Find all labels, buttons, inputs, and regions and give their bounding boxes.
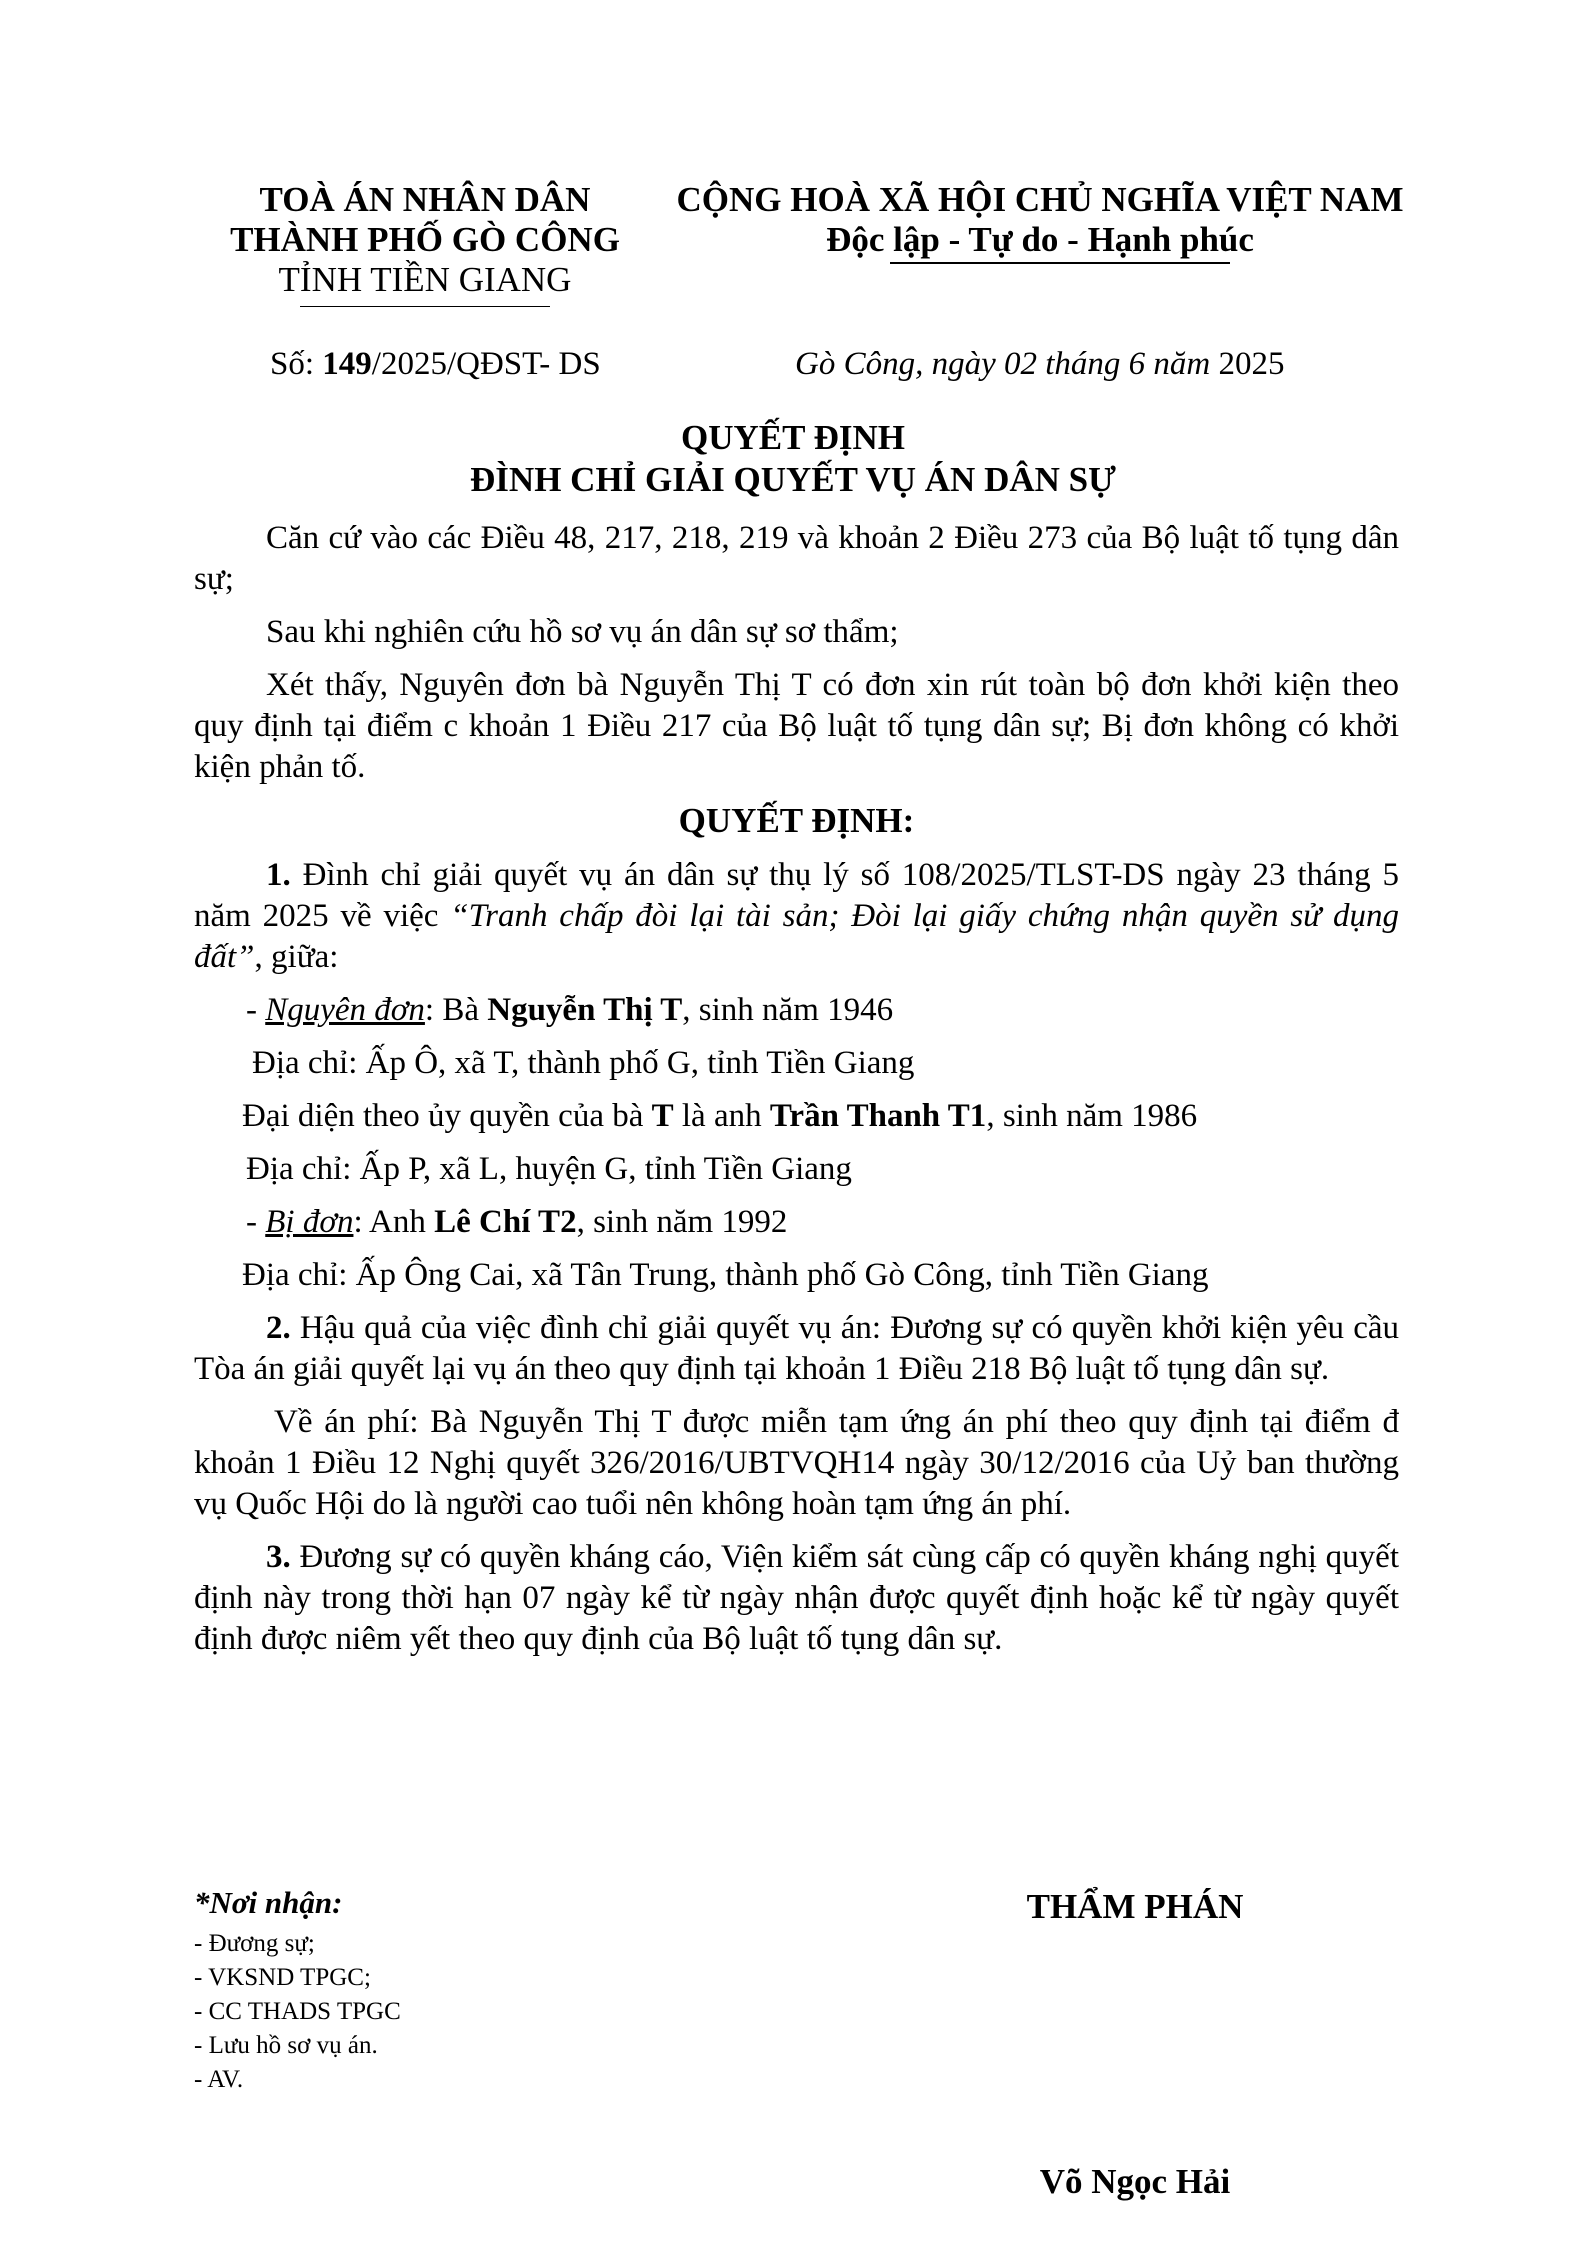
nation-title: CỘNG HOÀ XÃ HỘI CHỦ NGHĨA VIỆT NAM bbox=[676, 180, 1404, 219]
recipient-item: - VKSND TPGC; bbox=[194, 1964, 371, 1991]
representative-address: Địa chỉ: Ấp P, xã L, huyện G, tỉnh Tiền Giang bbox=[246, 1151, 852, 1187]
decision-item-2: 2. Hậu quả của việc đình chỉ giải quyết vụ án: Đương sự có quyền khởi kiện yêu cầu Tòa án giải quyết lại vụ án theo quy định tại khoản 1 Điều 218 Bộ luật tố tụng dân sự. bbox=[194, 1310, 1399, 1387]
plaintiff-line: - Nguyên đơn: Bà Nguyễn Thị T, sinh năm 1946 bbox=[246, 992, 894, 1028]
decision-item-3: 3. Đương sự có quyền kháng cáo, Viện kiểm sát cùng cấp có quyền kháng nghị quyết định này trong thời hạn 07 ngày kể từ ngày nhận được quyết định hoặc kể từ ngày quyết định được niêm yết theo quy định của Bộ luật tố tụng dân sự. bbox=[194, 1539, 1399, 1657]
preamble-paragraph-3: Xét thấy, Nguyên đơn bà Nguyễn Thị T có đơn xin rút toàn bộ đơn khởi kiện theo quy định tại điểm c khoản 1 Điều 217 của Bộ luật tố tụng dân sự; Bị đơn không có khởi kiện phản tố. bbox=[194, 667, 1399, 785]
signature-title: THẨM PHÁN bbox=[1026, 1887, 1244, 1926]
document-number-value: 149 bbox=[322, 346, 372, 382]
defendant-address: Địa chỉ: Ấp Ông Cai, xã Tân Trung, thành phố Gò Công, tỉnh Tiền Giang bbox=[242, 1257, 1209, 1293]
representative-name: Trần Thanh T1 bbox=[769, 1098, 987, 1134]
plaintiff-name: Nguyễn Thị T bbox=[487, 992, 683, 1028]
recipient-item: - Lưu hồ sơ vụ án. bbox=[194, 2032, 378, 2059]
case-subject: “Tranh chấp đòi lại tài sản; Đòi lại giấy chứng nhận quyền sử dụng đất” bbox=[194, 898, 1399, 975]
document-title: QUYẾT ĐỊNH bbox=[681, 418, 905, 457]
national-header bbox=[660, 180, 1420, 260]
representative-line: Đại diện theo ủy quyền của bà T là anh Trần Thanh T1, sinh năm 1986 bbox=[242, 1098, 1198, 1134]
preamble-paragraph-2: Sau khi nghiên cứu hồ sơ vụ án dân sự sơ thẩm; bbox=[266, 614, 899, 650]
document-subtitle: ĐÌNH CHỈ GIẢI QUYẾT VỤ ÁN DÂN SỰ bbox=[470, 460, 1116, 499]
court-divider bbox=[300, 306, 550, 307]
defendant-name: Lê Chí T2 bbox=[434, 1204, 577, 1240]
document-date: Gò Công, ngày 02 tháng 6 năm 2025 bbox=[795, 346, 1285, 382]
court-province: TỈNH TIỀN GIANG bbox=[278, 260, 572, 299]
document-number: Số: 149/2025/QĐST- DS bbox=[270, 346, 601, 382]
recipients-title: *Nơi nhận: bbox=[194, 1885, 343, 1920]
signer-name: Võ Ngọc Hải bbox=[1039, 2162, 1231, 2201]
nation-motto: Độc lập - Tự do - Hạnh phúc bbox=[826, 220, 1254, 259]
court-header bbox=[200, 180, 650, 307]
preamble-paragraph-1: Căn cứ vào các Điều 48, 217, 218, 219 và khoản 2 Điều 273 của Bộ luật tố tụng dân sự; bbox=[194, 520, 1399, 597]
nation-divider bbox=[890, 262, 1230, 264]
court-name-line2: THÀNH PHỐ GÒ CÔNG bbox=[230, 220, 620, 259]
decision-item-1: 1. Đình chỉ giải quyết vụ án dân sự thụ lý số 108/2025/TLST-DS ngày 23 tháng 5 năm 2025 về việc “Tranh chấp đòi lại tài sản; Đòi lại giấy chứng nhận quyền sử dụng đất”, giữa: bbox=[194, 857, 1399, 975]
document-body bbox=[194, 518, 1399, 1672]
recipient-item: - Đương sự; bbox=[194, 1930, 315, 1957]
court-name-line1: TOÀ ÁN NHÂN DÂN bbox=[259, 180, 591, 219]
recipients-block bbox=[194, 1885, 694, 2097]
defendant-line: - Bị đơn: Anh Lê Chí T2, sinh năm 1992 bbox=[246, 1204, 788, 1240]
decision-heading: QUYẾT ĐỊNH: bbox=[678, 801, 915, 840]
recipient-item: - CC THADS TPGC bbox=[194, 1998, 401, 2025]
recipient-item: - AV. bbox=[194, 2066, 244, 2093]
court-fee-paragraph: Về án phí: Bà Nguyễn Thị T được miễn tạm ứng án phí theo quy định tại điểm đ khoản 1 Điều 12 Nghị quyết 326/2016/UBTVQH14 ngày 30/12/2016 của Uỷ ban thường vụ Quốc Hội do là người cao tuổi nên không hoàn tạm ứng án phí. bbox=[194, 1404, 1399, 1522]
plaintiff-address: Địa chỉ: Ấp Ô, xã T, thành phố G, tỉnh Tiền Giang bbox=[252, 1045, 915, 1081]
